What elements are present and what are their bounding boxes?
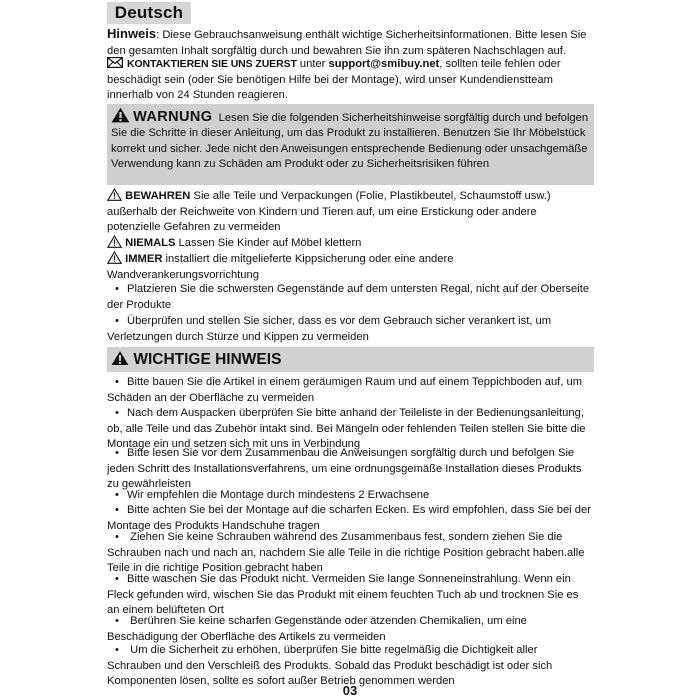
important-item-text: Ziehen Sie keine Schrauben während des Zusammenbaus fest, sondern ziehen Sie die Schrauben nach und nach an, nachdem Sie alle Teile in die richtige Position gebracht haben.alle Teile in die richtige Position gebracht haben (107, 531, 585, 575)
safety-text: installiert die mitgelieferte Kippsicherung oder eine andere Wandverankerungsvorrichtung (107, 253, 454, 281)
intro-label: Hinweis (107, 26, 157, 41)
bullet-dot: • (115, 489, 119, 501)
safety-bullet-text: Überprüfen und stellen Sie sicher, dass es vor dem Gebrauch sicher verankert ist, um Verletzungen durch Stürze und Kippen zu vermeiden (107, 315, 552, 343)
envelope-icon (107, 57, 123, 68)
important-item-text: Nach dem Auspacken überprüfen Sie bitte anhand der Teileliste in der Bedienungsanleitung, ob, alle Teile und das Zubehör intakt sind. Bei Mängeln oder fehlenden Teilen stellen Sie bitte die Montage ein und setzen sich mit uns in Verbindung (107, 407, 586, 451)
safety-item-niemals (107, 235, 591, 252)
bullet-dot: • (115, 644, 119, 656)
warning-triangle-icon (111, 350, 129, 366)
safety-bullet (107, 314, 591, 345)
important-item (107, 375, 591, 406)
contact-paragraph (107, 57, 591, 104)
bullet-dot: • (115, 447, 119, 459)
contact-label: KONTAKTIEREN SIE UNS ZUERST (127, 58, 297, 70)
warning-title: WARNUNG (133, 109, 213, 125)
bullet-dot: • (115, 504, 119, 516)
safety-keyword: IMMER (125, 253, 163, 265)
warning-box (107, 104, 594, 185)
warning-triangle-icon (111, 107, 130, 123)
important-item-text: Berühren Sie keine scharfen Gegenstände oder ätzenden Chemikalien, um eine Beschädigung der Oberfläche des Artikels zu vermeiden (107, 615, 527, 643)
intro-text: : Diese Gebrauchsanweisung enthält wichtige Sicherheitsinformationen. Bitte lesen Sie den gesamten Inhalt sorgfältig durch und bewahren Sie ihn zum späteren Nachschlagen auf. (107, 29, 587, 57)
support-email-link[interactable]: support@smibuy.net (328, 58, 440, 70)
contact-pre-email: unter (296, 58, 329, 70)
bullet-dot: • (115, 615, 119, 627)
bullet-dot: • (115, 407, 119, 419)
bullet-dot: • (115, 315, 119, 327)
warning-text: Lesen Sie die folgenden Sicherheitshinweise sorgfältig durch und befolgen Sie die Schritte in dieser Anleitung, um das Produkt zu installieren. Benutzen Sie Ihr Möbelstück korrekt und sicher. Jede nicht den Anweisungen entsprechende Bedienung oder unsachgemäße Verwendung kann zu Schäden am Produkt oder zu Sicherheitsrisiken führen (111, 112, 589, 171)
important-item (107, 488, 591, 504)
warning-outline-icon (107, 235, 122, 248)
bullet-dot: • (115, 531, 119, 543)
important-item-text: Bitte lesen Sie vor dem Zusammenbau die Anweisungen sorgfältig durch und befolgen Sie jeden Schritt des Installationsverfahrens, um eine ordnungsgemäße Installation dieses Produkts zu gewährleisten (107, 447, 582, 491)
contact-text: , sollten teile fehlen oder beschädigt sein (oder Sie benötigen Hilfe bei der Montage), wird unser Kundendienstteam innerhalb von 24 Stunden reagieren. (107, 58, 561, 102)
important-item-text: Um die Sicherheit zu erhöhen, überprüfen Sie bitte regelmäßig die Dichtigkeit aller Schrauben und den Verschleiß des Produkts. Sobald das Produkt beschädigt ist oder sich Komponenten lösen, sollte es sofort außer Betrieb genommen werden (107, 644, 553, 688)
important-item (107, 614, 591, 645)
important-item-text: Bitte achten Sie bei der Montage auf die scharfen Ecken. Es wird empfohlen, dass Sie bei der Montage des Produkts Handschuhe tragen (107, 504, 591, 532)
important-item-text: Bitte bauen Sie die Artikel in einem geräumigen Raum und auf einem Teppichboden auf, um Schäden an der Oberfläche zu vermeiden (107, 376, 583, 404)
safety-text: Sie alle Teile und Verpackungen (Folie, Plastikbeutel, Schaumstoff usw.) außerhalb der Reichweite von Kindern und Tieren auf, um eine Erstickung oder andere potenzielle Gefahren zu vermeiden (107, 190, 551, 234)
important-item (107, 530, 591, 577)
safety-bullet-text: Platzieren Sie die schwersten Gegenstände auf dem untersten Regal, nicht auf der Oberseite der Produkte (107, 283, 590, 311)
safety-text: Lassen Sie Kinder auf Möbel klettern (175, 237, 362, 249)
important-item-text: Wir empfehlen die Montage durch mindestens 2 Erwachsene (127, 489, 430, 501)
safety-keyword: BEWAHREN (125, 190, 191, 202)
bullet-dot: • (115, 283, 119, 295)
intro-paragraph (107, 26, 591, 59)
safety-keyword: NIEMALS (125, 237, 176, 249)
bullet-dot: • (115, 573, 119, 585)
important-item (107, 572, 591, 619)
warning-outline-icon (107, 188, 122, 201)
bullet-dot: • (115, 376, 119, 388)
important-item-text: Bitte waschen Sie das Produkt nicht. Vermeiden Sie lange Sonneneinstrahlung. Wenn ein Fleck gefunden wird, wischen Sie das Produkt mit einem feuchten Tuch ab und trocknen Sie es an einem belüfteten Ort (107, 573, 579, 617)
important-item (107, 446, 591, 493)
safety-item-immer (107, 251, 591, 283)
safety-bullet (107, 282, 591, 313)
important-notes-title: WICHTIGE HINWEIS (133, 351, 282, 368)
page-number: 03 (342, 683, 358, 698)
warning-outline-icon (107, 251, 122, 264)
language-tab: Deutsch (107, 2, 191, 24)
important-notes-header (107, 347, 594, 372)
safety-item-bewahren (107, 188, 591, 236)
